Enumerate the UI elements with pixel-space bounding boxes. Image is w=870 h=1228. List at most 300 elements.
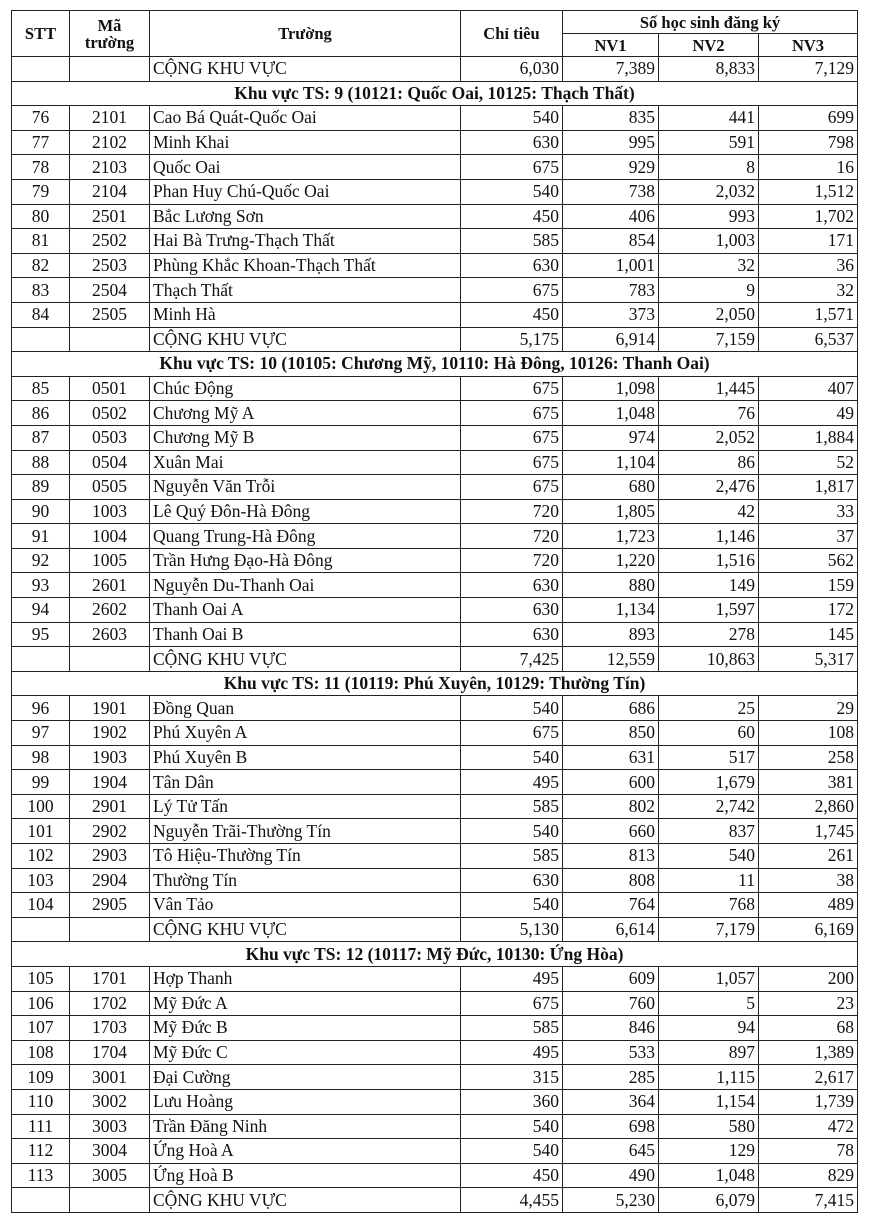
school-code-cell: 2101 — [70, 106, 150, 131]
nv3-cell: 2,617 — [759, 1065, 858, 1090]
nv1-cell: 406 — [563, 204, 659, 229]
school-name-cell: Trần Hưng Đạo-Hà Đông — [150, 548, 461, 573]
quota-cell: 675 — [461, 376, 563, 401]
nv2-cell: 8,833 — [659, 57, 759, 82]
nv2-cell: 2,742 — [659, 794, 759, 819]
nv2-cell: 1,146 — [659, 524, 759, 549]
nv1-cell: 880 — [563, 573, 659, 598]
school-code-cell: 2603 — [70, 622, 150, 647]
quota-cell: 495 — [461, 770, 563, 795]
quota-cell: 630 — [461, 573, 563, 598]
nv1-cell: 609 — [563, 966, 659, 991]
quota-cell: 540 — [461, 1139, 563, 1164]
stt-cell: 113 — [12, 1163, 70, 1188]
school-code-cell: 3003 — [70, 1114, 150, 1139]
nv3-cell: 159 — [759, 573, 858, 598]
school-name-cell: Ứng Hoà A — [150, 1139, 461, 1164]
nv3-cell: 381 — [759, 770, 858, 795]
stt-cell: 85 — [12, 376, 70, 401]
school-name-cell: Chương Mỹ A — [150, 401, 461, 426]
school-code-cell: 2901 — [70, 794, 150, 819]
header-truong: Trường — [150, 11, 461, 57]
stt-cell: 93 — [12, 573, 70, 598]
nv2-cell: 2,476 — [659, 475, 759, 500]
school-name-cell: Chương Mỹ B — [150, 425, 461, 450]
stt-cell: 86 — [12, 401, 70, 426]
nv3-cell: 1,745 — [759, 819, 858, 844]
school-code-cell — [70, 917, 150, 942]
table-row — [12, 1139, 858, 1164]
school-name-cell: Quốc Oai — [150, 155, 461, 180]
table-row — [12, 1163, 858, 1188]
nv2-cell: 1,115 — [659, 1065, 759, 1090]
table-row — [12, 425, 858, 450]
school-name-cell: Phan Huy Chú-Quốc Oai — [150, 179, 461, 204]
school-code-cell: 1704 — [70, 1040, 150, 1065]
school-name-cell: Đại Cường — [150, 1065, 461, 1090]
nv3-cell: 78 — [759, 1139, 858, 1164]
table-row — [12, 991, 858, 1016]
school-code-cell: 3004 — [70, 1139, 150, 1164]
region-title: Khu vực TS: 10 (10105: Chương Mỹ, 10110: Hà Đông, 10126: Thanh Oai) — [12, 352, 858, 377]
school-code-cell — [70, 57, 150, 82]
school-code-cell: 1004 — [70, 524, 150, 549]
school-name-cell: Phú Xuyên B — [150, 745, 461, 770]
school-name-cell: Tô Hiệu-Thường Tín — [150, 844, 461, 869]
nv3-cell: 32 — [759, 278, 858, 303]
table-row — [12, 499, 858, 524]
header-so-hoc-sinh: Số học sinh đăng ký — [563, 11, 858, 34]
nv3-cell: 52 — [759, 450, 858, 475]
nv3-cell: 489 — [759, 893, 858, 918]
nv3-cell: 1,389 — [759, 1040, 858, 1065]
school-code-cell: 0504 — [70, 450, 150, 475]
stt-cell: 98 — [12, 745, 70, 770]
nv3-cell: 5,317 — [759, 647, 858, 672]
stt-cell: 79 — [12, 179, 70, 204]
nv1-cell: 764 — [563, 893, 659, 918]
school-code-cell: 2103 — [70, 155, 150, 180]
nv2-cell: 1,003 — [659, 229, 759, 254]
school-name-cell: Thanh Oai B — [150, 622, 461, 647]
region-header-row — [12, 671, 858, 696]
quota-cell: 6,030 — [461, 57, 563, 82]
table-row — [12, 868, 858, 893]
nv2-cell: 76 — [659, 401, 759, 426]
table-row — [12, 1016, 858, 1041]
nv3-cell: 23 — [759, 991, 858, 1016]
nv2-cell: 32 — [659, 253, 759, 278]
nv1-cell: 850 — [563, 721, 659, 746]
nv1-cell: 7,389 — [563, 57, 659, 82]
quota-cell: 495 — [461, 1040, 563, 1065]
quota-cell: 585 — [461, 844, 563, 869]
table-row — [12, 819, 858, 844]
school-code-cell: 1003 — [70, 499, 150, 524]
stt-cell: 103 — [12, 868, 70, 893]
table-row — [12, 893, 858, 918]
stt-cell: 99 — [12, 770, 70, 795]
school-code-cell: 2102 — [70, 130, 150, 155]
nv1-cell: 285 — [563, 1065, 659, 1090]
quota-cell: 5,175 — [461, 327, 563, 352]
school-name-cell: Cao Bá Quát-Quốc Oai — [150, 106, 461, 131]
nv1-cell: 1,220 — [563, 548, 659, 573]
nv3-cell: 16 — [759, 155, 858, 180]
table-row — [12, 524, 858, 549]
school-name-cell: Xuân Mai — [150, 450, 461, 475]
nv1-cell: 5,230 — [563, 1188, 659, 1213]
nv3-cell: 261 — [759, 844, 858, 869]
nv2-cell: 8 — [659, 155, 759, 180]
total-label: CỘNG KHU VỰC — [150, 1188, 461, 1213]
school-name-cell: Đồng Quan — [150, 696, 461, 721]
school-code-cell: 2502 — [70, 229, 150, 254]
table-row — [12, 1065, 858, 1090]
school-code-cell: 1702 — [70, 991, 150, 1016]
school-code-cell: 2505 — [70, 302, 150, 327]
table-row — [12, 106, 858, 131]
table-row — [12, 721, 858, 746]
nv1-cell: 1,805 — [563, 499, 659, 524]
school-code-cell: 2905 — [70, 893, 150, 918]
nv2-cell: 1,445 — [659, 376, 759, 401]
school-code-cell: 0502 — [70, 401, 150, 426]
school-name-cell: Tân Dân — [150, 770, 461, 795]
table-row — [12, 229, 858, 254]
quota-cell: 675 — [461, 475, 563, 500]
nv3-cell: 1,884 — [759, 425, 858, 450]
nv1-cell: 698 — [563, 1114, 659, 1139]
nv3-cell: 37 — [759, 524, 858, 549]
quota-cell: 540 — [461, 893, 563, 918]
school-code-cell: 2902 — [70, 819, 150, 844]
school-code-cell: 1701 — [70, 966, 150, 991]
nv3-cell: 29 — [759, 696, 858, 721]
stt-cell: 94 — [12, 598, 70, 623]
school-code-cell: 3002 — [70, 1089, 150, 1114]
nv2-cell: 591 — [659, 130, 759, 155]
nv1-cell: 533 — [563, 1040, 659, 1065]
nv1-cell: 364 — [563, 1089, 659, 1114]
nv2-cell: 7,159 — [659, 327, 759, 352]
quota-cell: 540 — [461, 696, 563, 721]
nv1-cell: 760 — [563, 991, 659, 1016]
school-name-cell: Vân Tảo — [150, 893, 461, 918]
nv3-cell: 200 — [759, 966, 858, 991]
stt-cell: 77 — [12, 130, 70, 155]
table-row — [12, 1089, 858, 1114]
stt-cell: 105 — [12, 966, 70, 991]
nv3-cell: 562 — [759, 548, 858, 573]
quota-cell: 630 — [461, 253, 563, 278]
stt-cell: 83 — [12, 278, 70, 303]
quota-cell: 450 — [461, 302, 563, 327]
quota-cell: 5,130 — [461, 917, 563, 942]
nv1-cell: 854 — [563, 229, 659, 254]
stt-cell: 96 — [12, 696, 70, 721]
stt-cell: 107 — [12, 1016, 70, 1041]
table-header — [12, 11, 858, 57]
stt-cell: 95 — [12, 622, 70, 647]
school-code-cell: 1901 — [70, 696, 150, 721]
nv3-cell: 172 — [759, 598, 858, 623]
school-code-cell: 0505 — [70, 475, 150, 500]
school-name-cell: Hợp Thanh — [150, 966, 461, 991]
header-stt: STT — [12, 11, 70, 57]
table-row — [12, 475, 858, 500]
nv1-cell: 802 — [563, 794, 659, 819]
stt-cell: 87 — [12, 425, 70, 450]
school-code-cell: 2904 — [70, 868, 150, 893]
nv3-cell: 7,415 — [759, 1188, 858, 1213]
nv2-cell: 1,048 — [659, 1163, 759, 1188]
quota-cell: 675 — [461, 450, 563, 475]
nv3-cell: 7,129 — [759, 57, 858, 82]
stt-cell: 76 — [12, 106, 70, 131]
school-code-cell: 1902 — [70, 721, 150, 746]
quota-cell: 585 — [461, 794, 563, 819]
school-code-cell — [70, 1188, 150, 1213]
school-code-cell: 3001 — [70, 1065, 150, 1090]
nv3-cell: 1,702 — [759, 204, 858, 229]
nv2-cell: 441 — [659, 106, 759, 131]
nv2-cell: 517 — [659, 745, 759, 770]
total-label: CỘNG KHU VỰC — [150, 327, 461, 352]
school-code-cell: 2903 — [70, 844, 150, 869]
nv1-cell: 680 — [563, 475, 659, 500]
nv2-cell: 9 — [659, 278, 759, 303]
nv3-cell: 1,817 — [759, 475, 858, 500]
school-code-cell — [70, 327, 150, 352]
nv3-cell: 407 — [759, 376, 858, 401]
header-chi-tieu: Chỉ tiêu — [461, 11, 563, 57]
quota-cell: 675 — [461, 401, 563, 426]
school-code-cell: 2501 — [70, 204, 150, 229]
total-row — [12, 57, 858, 82]
quota-cell: 450 — [461, 1163, 563, 1188]
school-name-cell: Lưu Hoàng — [150, 1089, 461, 1114]
nv1-cell: 929 — [563, 155, 659, 180]
school-name-cell: Nguyễn Văn Trỗi — [150, 475, 461, 500]
nv1-cell: 808 — [563, 868, 659, 893]
school-code-cell: 0503 — [70, 425, 150, 450]
table-row — [12, 204, 858, 229]
nv3-cell: 38 — [759, 868, 858, 893]
nv2-cell: 1,516 — [659, 548, 759, 573]
nv3-cell: 699 — [759, 106, 858, 131]
nv2-cell: 11 — [659, 868, 759, 893]
total-label: CỘNG KHU VỰC — [150, 647, 461, 672]
nv2-cell: 580 — [659, 1114, 759, 1139]
nv2-cell: 837 — [659, 819, 759, 844]
table-row — [12, 696, 858, 721]
table-row — [12, 302, 858, 327]
nv1-cell: 995 — [563, 130, 659, 155]
school-name-cell: Hai Bà Trưng-Thạch Thất — [150, 229, 461, 254]
quota-cell: 540 — [461, 819, 563, 844]
quota-cell: 540 — [461, 745, 563, 770]
stt-cell — [12, 327, 70, 352]
stt-cell: 102 — [12, 844, 70, 869]
table-row — [12, 376, 858, 401]
quota-cell: 630 — [461, 598, 563, 623]
stt-cell — [12, 647, 70, 672]
header-nv3: NV3 — [759, 34, 858, 57]
nv2-cell: 540 — [659, 844, 759, 869]
stt-cell: 100 — [12, 794, 70, 819]
nv2-cell: 149 — [659, 573, 759, 598]
table-body — [12, 57, 858, 1213]
nv3-cell: 6,169 — [759, 917, 858, 942]
table-row — [12, 401, 858, 426]
school-name-cell: Bắc Lương Sơn — [150, 204, 461, 229]
stt-cell: 97 — [12, 721, 70, 746]
quota-cell: 495 — [461, 966, 563, 991]
quota-cell: 7,425 — [461, 647, 563, 672]
quota-cell: 585 — [461, 229, 563, 254]
stt-cell: 112 — [12, 1139, 70, 1164]
stt-cell: 104 — [12, 893, 70, 918]
nv2-cell: 25 — [659, 696, 759, 721]
region-title: Khu vực TS: 9 (10121: Quốc Oai, 10125: Thạch Thất) — [12, 81, 858, 106]
nv2-cell: 129 — [659, 1139, 759, 1164]
nv2-cell: 2,050 — [659, 302, 759, 327]
school-name-cell: Thạch Thất — [150, 278, 461, 303]
nv3-cell: 798 — [759, 130, 858, 155]
stt-cell: 82 — [12, 253, 70, 278]
region-header-row — [12, 352, 858, 377]
school-code-cell — [70, 647, 150, 672]
nv2-cell: 10,863 — [659, 647, 759, 672]
school-name-cell: Minh Hà — [150, 302, 461, 327]
table-row — [12, 598, 858, 623]
nv3-cell: 1,739 — [759, 1089, 858, 1114]
quota-cell: 675 — [461, 721, 563, 746]
table-row — [12, 573, 858, 598]
region-header-row — [12, 81, 858, 106]
school-code-cell: 0501 — [70, 376, 150, 401]
nv2-cell: 94 — [659, 1016, 759, 1041]
quota-cell: 540 — [461, 179, 563, 204]
table-row — [12, 622, 858, 647]
nv3-cell: 2,860 — [759, 794, 858, 819]
school-code-cell: 1903 — [70, 745, 150, 770]
header-nv2: NV2 — [659, 34, 759, 57]
nv1-cell: 1,723 — [563, 524, 659, 549]
nv2-cell: 2,032 — [659, 179, 759, 204]
stt-cell: 109 — [12, 1065, 70, 1090]
school-name-cell: Thanh Oai A — [150, 598, 461, 623]
nv2-cell: 768 — [659, 893, 759, 918]
school-code-cell: 3005 — [70, 1163, 150, 1188]
school-code-cell: 2504 — [70, 278, 150, 303]
stt-cell: 78 — [12, 155, 70, 180]
school-name-cell: Chúc Động — [150, 376, 461, 401]
school-name-cell: Mỹ Đức B — [150, 1016, 461, 1041]
nv1-cell: 1,104 — [563, 450, 659, 475]
nv3-cell: 68 — [759, 1016, 858, 1041]
nv3-cell: 108 — [759, 721, 858, 746]
quota-cell: 630 — [461, 130, 563, 155]
nv1-cell: 974 — [563, 425, 659, 450]
total-row — [12, 647, 858, 672]
nv1-cell: 490 — [563, 1163, 659, 1188]
nv1-cell: 1,098 — [563, 376, 659, 401]
nv2-cell: 278 — [659, 622, 759, 647]
total-row — [12, 327, 858, 352]
nv3-cell: 171 — [759, 229, 858, 254]
nv2-cell: 5 — [659, 991, 759, 1016]
stt-cell: 106 — [12, 991, 70, 1016]
nv1-cell: 1,134 — [563, 598, 659, 623]
quota-cell: 675 — [461, 278, 563, 303]
nv2-cell: 1,057 — [659, 966, 759, 991]
school-name-cell: Quang Trung-Hà Đông — [150, 524, 461, 549]
quota-cell: 585 — [461, 1016, 563, 1041]
school-name-cell: Minh Khai — [150, 130, 461, 155]
school-name-cell: Nguyễn Trãi-Thường Tín — [150, 819, 461, 844]
total-row — [12, 917, 858, 942]
nv3-cell: 1,571 — [759, 302, 858, 327]
region-header-row — [12, 942, 858, 967]
nv1-cell: 12,559 — [563, 647, 659, 672]
nv1-cell: 6,914 — [563, 327, 659, 352]
total-label: CỘNG KHU VỰC — [150, 57, 461, 82]
nv2-cell: 2,052 — [659, 425, 759, 450]
nv1-cell: 631 — [563, 745, 659, 770]
quota-cell: 450 — [461, 204, 563, 229]
school-code-cell: 1904 — [70, 770, 150, 795]
total-label: CỘNG KHU VỰC — [150, 917, 461, 942]
nv1-cell: 813 — [563, 844, 659, 869]
nv3-cell: 258 — [759, 745, 858, 770]
nv1-cell: 373 — [563, 302, 659, 327]
nv1-cell: 686 — [563, 696, 659, 721]
stt-cell: 84 — [12, 302, 70, 327]
nv2-cell: 86 — [659, 450, 759, 475]
school-name-cell: Mỹ Đức C — [150, 1040, 461, 1065]
nv1-cell: 835 — [563, 106, 659, 131]
school-code-cell: 1005 — [70, 548, 150, 573]
table-row — [12, 966, 858, 991]
table-row — [12, 253, 858, 278]
nv1-cell: 600 — [563, 770, 659, 795]
school-code-cell: 2602 — [70, 598, 150, 623]
nv2-cell: 6,079 — [659, 1188, 759, 1213]
stt-cell: 90 — [12, 499, 70, 524]
quota-cell: 630 — [461, 622, 563, 647]
school-name-cell: Thường Tín — [150, 868, 461, 893]
stt-cell — [12, 917, 70, 942]
stt-cell: 91 — [12, 524, 70, 549]
school-name-cell: Phú Xuyên A — [150, 721, 461, 746]
header-nv1: NV1 — [563, 34, 659, 57]
nv1-cell: 1,048 — [563, 401, 659, 426]
table-row — [12, 278, 858, 303]
quota-cell: 360 — [461, 1089, 563, 1114]
nv1-cell: 846 — [563, 1016, 659, 1041]
school-code-cell: 2601 — [70, 573, 150, 598]
stt-cell: 88 — [12, 450, 70, 475]
school-code-cell: 1703 — [70, 1016, 150, 1041]
table-row — [12, 794, 858, 819]
stt-cell — [12, 57, 70, 82]
enrollment-table — [11, 10, 858, 1213]
stt-cell: 110 — [12, 1089, 70, 1114]
quota-cell: 630 — [461, 868, 563, 893]
table-row — [12, 844, 858, 869]
